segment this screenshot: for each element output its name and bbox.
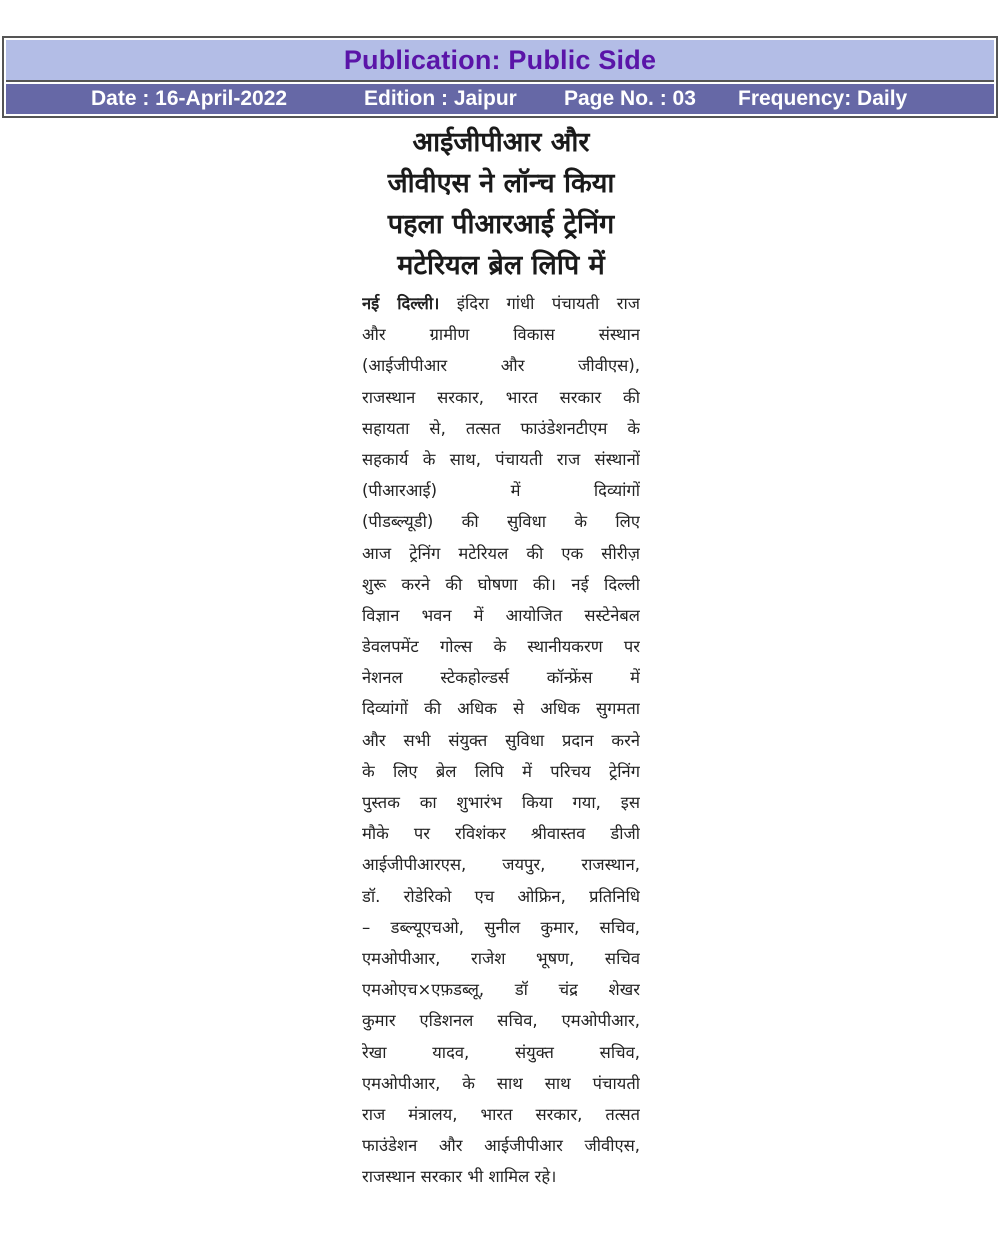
body-line: कुमार एडिशनल सचिव, एमओपीआर, bbox=[362, 1011, 640, 1031]
publication-frequency: Frequency: Daily bbox=[738, 87, 908, 110]
article-body bbox=[362, 288, 640, 1192]
article-dateline: नई दिल्ली। bbox=[362, 294, 440, 313]
body-line: पुस्तक का शुभारंभ किया गया, इस bbox=[362, 793, 640, 812]
body-line: – डब्ल्यूएचओ, सुनील कुमार, सचिव, bbox=[362, 917, 640, 937]
publication-title: Publication: Public Side bbox=[343, 44, 657, 75]
body-line: (पीडब्ल्यूडी) की सुविधा के लिए bbox=[362, 512, 640, 532]
body-line: एमओएच×एफ़डब्लू, डॉ चंद्र शेखर bbox=[362, 980, 640, 1000]
body-line: सहकार्य के साथ, पंचायती राज संस्थानों bbox=[362, 449, 640, 469]
article-headline bbox=[358, 122, 644, 286]
body-line: फाउंडेशन और आईजीपीआर जीवीएस, bbox=[362, 1136, 640, 1156]
publication-info-bar bbox=[6, 84, 994, 114]
body-line: नेशनल स्टेकहोल्डर्स कॉन्फ्रेंस में bbox=[362, 668, 640, 688]
body-line: (पीआरआई) में दिव्यांगों bbox=[362, 481, 640, 501]
body-line: आईजीपीआरएस, जयपुर, राजस्थान, bbox=[362, 855, 640, 875]
body-line: शुरू करने की घोषणा की। नई दिल्ली bbox=[362, 574, 640, 594]
news-clipping bbox=[358, 118, 644, 1228]
publication-date: Date : 16-April-2022 bbox=[91, 87, 288, 110]
body-line: डेवलपमेंट गोल्स के स्थानीयकरण पर bbox=[362, 637, 640, 657]
body-line: और ग्रामीण विकास संस्थान bbox=[362, 325, 640, 345]
body-line: दिव्यांगों की अधिक से अधिक सुगमता bbox=[362, 699, 640, 719]
body-line: राजस्थान सरकार, भारत सरकार की bbox=[362, 387, 640, 407]
publication-page-number: Page No. : 03 bbox=[564, 87, 696, 110]
body-line: एमओपीआर, राजेश भूषण, सचिव bbox=[362, 948, 640, 968]
body-line: सहायता से, तत्सत फाउंडेशनटीएम के bbox=[362, 418, 640, 438]
body-line: के लिए ब्रेल लिपि में परिचय ट्रेनिंग bbox=[362, 761, 640, 781]
publication-edition: Edition : Jaipur bbox=[364, 87, 517, 110]
headline-line: जीवीएस ने लॉन्च किया bbox=[387, 168, 615, 199]
body-line: डॉ. रोडेरिको एच ओफ्रिन, प्रतिनिधि bbox=[362, 886, 640, 906]
headline-line: मटेरियल ब्रेल लिपि में bbox=[397, 250, 605, 281]
body-line: (आईजीपीआर और जीवीएस), bbox=[362, 356, 640, 376]
body-line-text: इंदिरा गांधी पंचायती राज bbox=[439, 294, 640, 313]
headline-line: पहला पीआरआई ट्रेनिंग bbox=[387, 209, 615, 240]
body-line: मौके पर रविशंकर श्रीवास्तव डीजी bbox=[362, 824, 640, 844]
body-line: विज्ञान भवन में आयोजित सस्टेनेबल bbox=[362, 605, 640, 625]
body-line: एमओपीआर, के साथ साथ पंचायती bbox=[362, 1073, 640, 1093]
headline-line: आईजीपीआर और bbox=[412, 127, 590, 158]
publication-title-bar bbox=[6, 40, 994, 82]
publication-header bbox=[2, 36, 998, 118]
body-line: रेखा यादव, संयुक्त सचिव, bbox=[362, 1042, 640, 1062]
body-line: और सभी संयुक्त सुविधा प्रदान करने bbox=[362, 730, 640, 750]
body-line: आज ट्रेनिंग मटेरियल की एक सीरीज़ bbox=[362, 543, 640, 563]
body-line: राजस्थान सरकार भी शामिल रहे। bbox=[362, 1167, 557, 1187]
body-line bbox=[362, 288, 640, 319]
body-line: राज मंत्रालय, भारत सरकार, तत्सत bbox=[362, 1104, 640, 1124]
